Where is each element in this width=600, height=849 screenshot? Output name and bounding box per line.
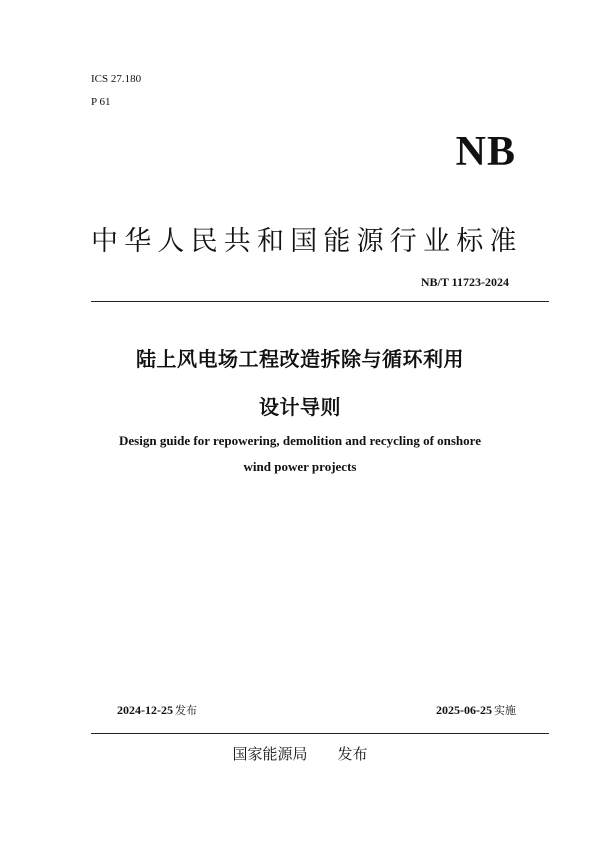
issue-date	[117, 702, 197, 718]
standard-number: NB/T 11723-2024	[420, 275, 509, 289]
nb-logo: NB	[455, 129, 516, 175]
ccs-code: P 61	[91, 96, 111, 108]
issue-date-value: 2024-12-25	[117, 703, 173, 717]
bottom-divider	[91, 733, 549, 734]
implement-date-value: 2025-06-25	[436, 703, 492, 717]
title-en-line2: wind power projects	[243, 459, 357, 474]
implement-date-label: 实施	[494, 704, 516, 717]
issuer-title: 中华人民共和国能源行业标准	[91, 226, 523, 257]
publisher-action: 发布	[337, 745, 368, 763]
title-cn-line1: 陆上风电场工程改造拆除与循环利用	[136, 347, 464, 371]
title-cn-line2: 设计导则	[259, 395, 341, 419]
issue-date-label: 发布	[175, 704, 197, 717]
ics-code: ICS 27.180	[91, 73, 142, 85]
publisher-name: 国家能源局	[232, 745, 308, 763]
publisher	[0, 743, 600, 764]
top-divider	[91, 301, 549, 302]
title-en-line1: Design guide for repowering, demolition and recycling of onshore	[119, 433, 481, 448]
implement-date	[436, 702, 516, 718]
